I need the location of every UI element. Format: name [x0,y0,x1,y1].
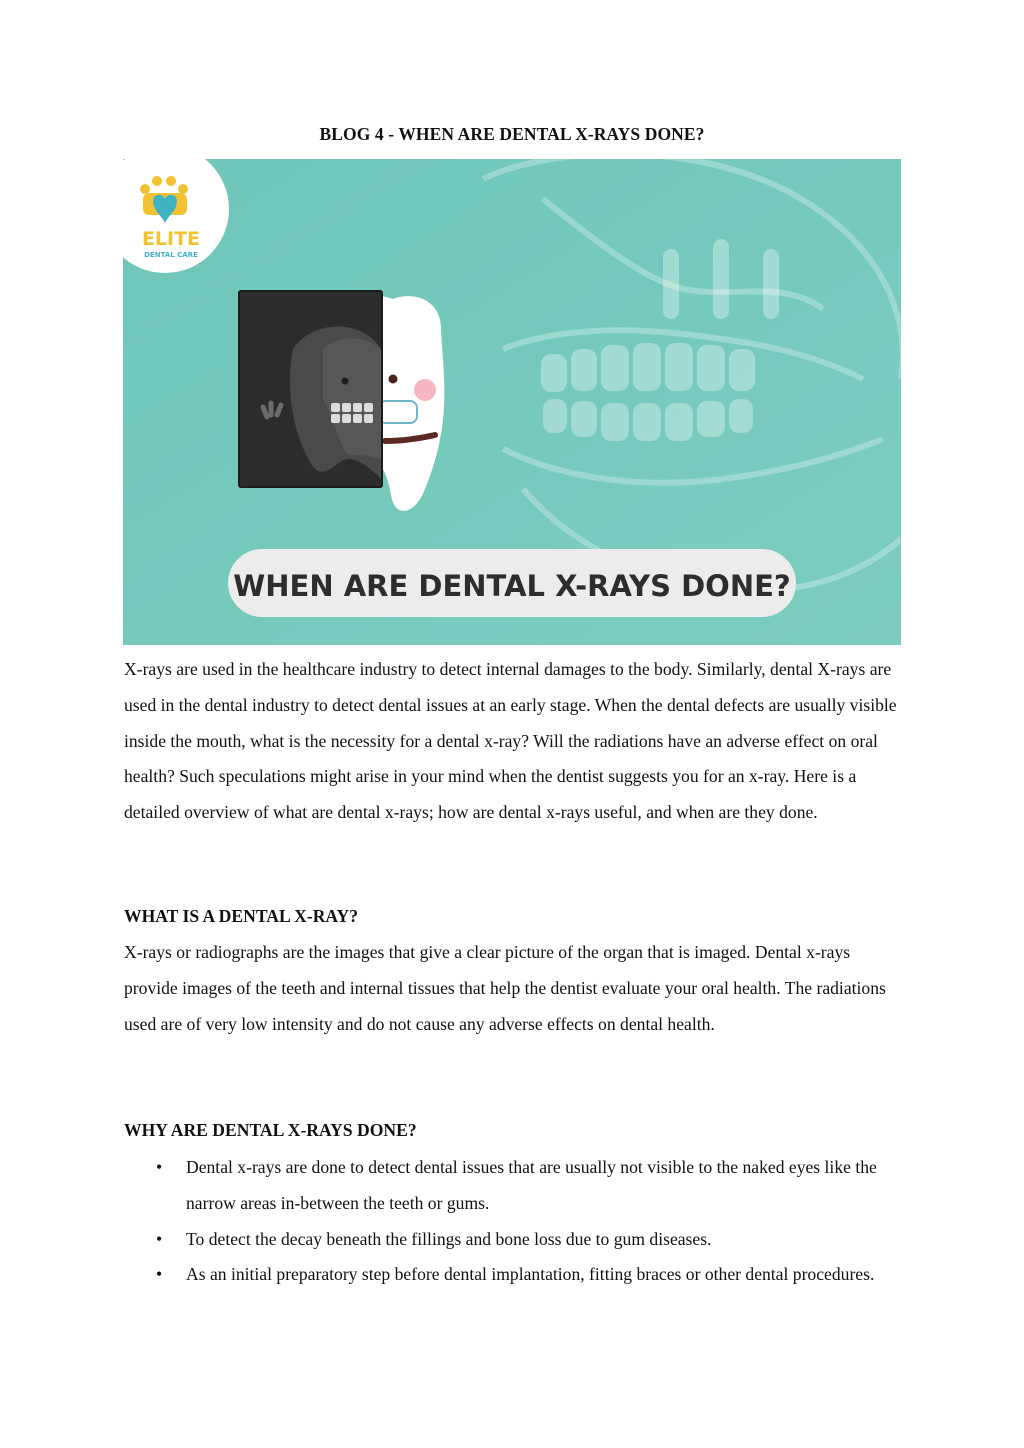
logo-name: ELITE [141,228,201,250]
list-item: • As an initial preparatory step before dental implantation, fitting braces or other dental procedures. [124,1257,904,1293]
why-bullet-list [124,1150,904,1293]
page-title: BLOG 4 - WHEN ARE DENTAL X-RAYS DONE? [319,124,705,144]
section-heading-what: WHAT IS A DENTAL X-RAY? [124,906,358,926]
hero-image [123,159,901,645]
xray-film-illustration [239,291,382,487]
intro-paragraph: X-rays are used in the healthcare industry to detect internal damages to the body. Similarly, dental X-rays are used in the dental industry to detect dental issues at an early stage. When the dental defects are usually visible inside the mouth, what is the necessity for a dental x-ray? Will the radiations have an adverse effect on oral health? Such speculations might arise in your mind when the dentist suggests you for an x-ray. Here is a detailed overview of what are dental x-rays; how are dental x-rays useful, and when are they done. [124,659,897,823]
logo-subtitle: DENTAL CARE [144,251,198,259]
section-heading-why: WHY ARE DENTAL X-RAYS DONE? [124,1120,417,1140]
what-paragraph: X-rays or radiographs are the images that give a clear picture of the organ that is imaged. Dental x-rays provide images of the teeth and internal tissues that help the dentist evaluate your oral health. The radiations used are of very low intensity and do not cause any adverse effects on dental health. [124,942,886,1034]
list-item: • Dental x-rays are done to detect dental issues that are usually not visible to the naked eyes like the narrow areas in-between the teeth or gums. [124,1150,904,1222]
hero-banner-text: WHEN ARE DENTAL X-RAYS DONE? [233,569,791,603]
list-item: • To detect the decay beneath the fillings and bone loss due to gum diseases. [124,1222,904,1258]
